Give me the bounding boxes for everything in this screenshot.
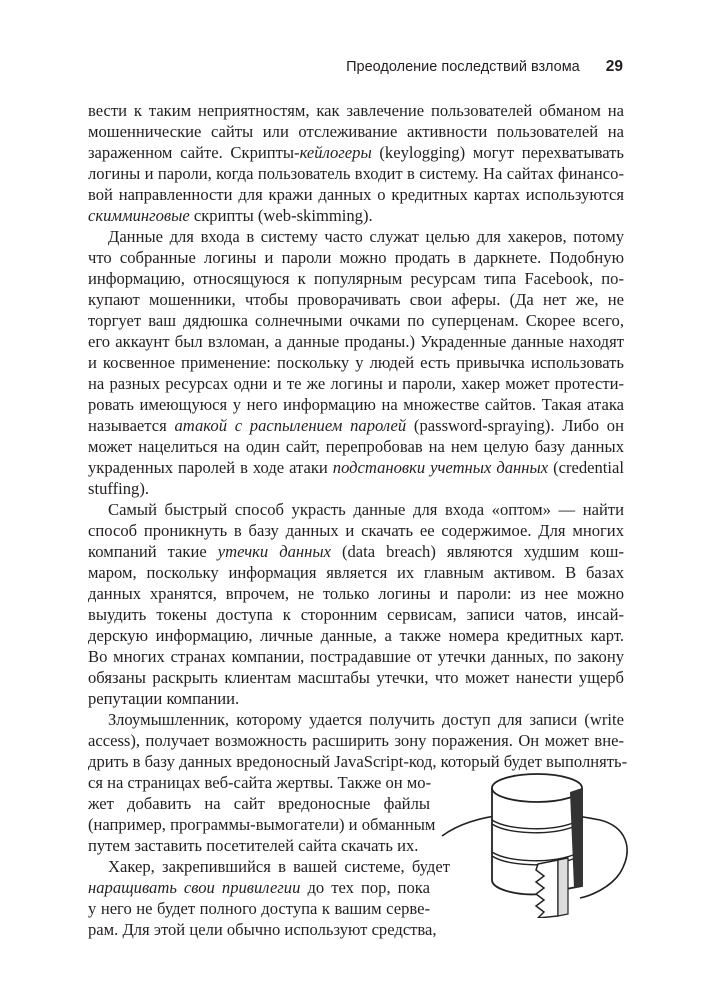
text-run: ровать имеющуюся у него информацию на множестве сайтов. Такая атака (88, 395, 624, 414)
text-run: купают мошенники, чтобы проворачивать свои аферы. (Да нет же, не (88, 290, 624, 309)
text-line (88, 520, 624, 541)
text-run: Самый быстрый способ украсть данные для входа «оптом» — найти (108, 500, 624, 519)
text-line (88, 562, 624, 583)
text-run: (password-spraying). Либо он (406, 416, 624, 435)
running-header (346, 58, 623, 76)
text-run: способ проникнуть в базу данных и скачать ее содержимое. Для многих (88, 521, 624, 540)
running-title: Преодоление последствий взлома (346, 59, 580, 75)
italic-term: кейлогеры (299, 143, 372, 162)
text-run: данных хранятся, впрочем, не только логины и пароли: из нее можно (88, 584, 624, 603)
italic-term: скимминговые (88, 206, 190, 225)
text-line (88, 688, 624, 709)
text-run: зараженном сайте. Скрипты- (88, 143, 300, 162)
text-line (88, 478, 624, 499)
text-run: рам. Для этой цели обычно используют средства, (88, 920, 437, 939)
text-run: может нацелиться на один сайт, перепробовав на нем целую базу данных (88, 437, 624, 456)
text-line (88, 793, 430, 814)
text-run: дрить в базу данных вредоносный JavaScript-код, который будет выполнять- (88, 752, 628, 771)
text-run: скрипты (web-skimming). (189, 206, 373, 225)
text-line (88, 730, 624, 751)
text-run: Во многих странах компании, пострадавшие от утечки данных, по закону (88, 647, 624, 666)
text-line (88, 877, 430, 898)
italic-term: подстановки учетных данных (332, 458, 549, 477)
text-run: (credential (548, 458, 624, 477)
text-line (88, 919, 437, 940)
text-run: (например, программы-вымогатели) и обманным (88, 815, 436, 834)
text-line (88, 856, 450, 877)
database-cylinder-illustration (440, 768, 635, 918)
text-run: логины и пароли, когда пользователь входит в систему. На сайтах финансо- (88, 164, 624, 183)
text-line (88, 205, 624, 226)
text-line (88, 226, 624, 247)
text-line (88, 394, 624, 415)
text-run: путем заставить посетителей сайта скачать их. (88, 836, 419, 855)
text-run: дерскую информацию, личные данные, а также номера кредитных карт. (88, 626, 624, 645)
text-run: торгует ваш дядюшка солнечными очками по суперценам. Скорее всего, (88, 311, 624, 330)
text-line (88, 121, 624, 142)
text-line (88, 436, 624, 457)
text-run: access), получает возможность расширить зону поражения. Он может вне- (88, 731, 624, 750)
text-line (88, 331, 624, 352)
text-run: у него не будет полного доступа к вашим серве- (88, 899, 430, 918)
text-line (88, 814, 436, 835)
text-line (88, 541, 624, 562)
text-line (88, 709, 624, 730)
text-run: мошеннические сайты или отслеживание активности пользователей на (88, 122, 624, 141)
text-run: Данные для входа в систему часто служат целью для хакеров, потому (108, 227, 624, 246)
text-run: вой направленности для кражи данных о кредитных картах используются (88, 185, 624, 204)
text-run: информацию, относящуюся к популярным ресурсам типа Facebook, по- (88, 269, 624, 288)
text-run: на разных ресурсах одни и те же логины и пароли, хакер может протести- (88, 374, 624, 393)
text-line (88, 772, 430, 793)
text-run: до тех пор, пока (300, 878, 430, 897)
text-run: и косвенное применение: поскольку у людей есть привычка использовать (88, 353, 624, 372)
text-line (88, 100, 624, 121)
italic-term: утечки данных (217, 542, 331, 561)
italic-term: наращивать свои привилегии (88, 878, 301, 897)
text-line (88, 625, 624, 646)
text-line (88, 667, 624, 688)
text-line (88, 163, 624, 184)
text-run: маром, поскольку информация является их главным активом. В базах (88, 563, 624, 582)
text-run: обязаны раскрыть клиентам масштабы утечки, что может нанести ущерб (88, 668, 624, 687)
text-run: (keylogging) могут перехватывать (371, 143, 624, 162)
text-run: Злоумышленник, которому удается получить доступ для записи (write (108, 710, 624, 729)
text-line (88, 352, 624, 373)
text-line (88, 646, 624, 667)
text-line (88, 457, 624, 478)
text-run: вести к таким неприятностям, как завлечение пользователей обманом на (88, 101, 624, 120)
text-run: репутации компании. (88, 689, 240, 708)
text-run: (data breach) являются худшим кош- (330, 542, 624, 561)
text-line (88, 499, 624, 520)
text-run: что собранные логины и пароли можно продать в даркнете. Подобную (88, 248, 624, 267)
text-line (88, 415, 624, 436)
text-line (88, 247, 624, 268)
text-line (88, 184, 624, 205)
text-line (88, 583, 624, 604)
text-line (88, 835, 430, 856)
text-line (88, 289, 624, 310)
text-run: Хакер, закрепившийся в вашей системе, будет (108, 857, 450, 876)
text-line (88, 604, 624, 625)
text-run: выудить токены доступа к сторонним сервисам, записи чатов, инсай- (88, 605, 624, 624)
text-line (88, 268, 624, 289)
text-run: украденных паролей в ходе атаки (88, 458, 333, 477)
text-run: жет добавить на сайт вредоносные файлы (88, 794, 430, 813)
page-number: 29 (605, 58, 623, 75)
text-line (88, 373, 624, 394)
text-line (88, 898, 430, 919)
text-line (88, 310, 624, 331)
text-line (88, 142, 624, 163)
text-run: его аккаунт был взломан, а данные проданы.) Украденные данные находят (88, 332, 624, 351)
text-run: компаний такие (88, 542, 218, 561)
text-run: ся на страницах веб-сайта жертвы. Также он мо- (88, 773, 432, 792)
text-run: называется (88, 416, 175, 435)
italic-term: атакой с распылением паролей (174, 416, 407, 435)
text-run: stuffing). (88, 479, 149, 498)
